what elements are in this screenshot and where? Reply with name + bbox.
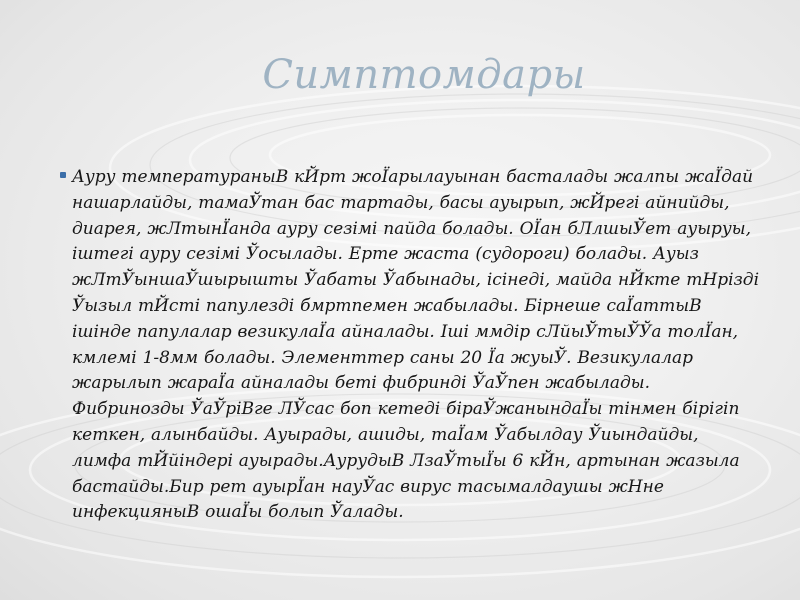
slide-title: Симптомдары (262, 52, 586, 98)
symptoms-paragraph: Ауру температураныВ кЙрт жоЇарылауынан басталады жалпы жаЇдай нашарлайды, тамаЎтан бас тартады, басы ауырып, жЙрегі айнийды, диарея, жЛтынЇанда ауру сезімі пайда болады. ОЇан бЛлшыЎет ауыруы, іштегі ауру сезімі Ўосылады. Ерте жаста (судороги) болады. Ауыз жЛтЎыншаЎшырышты Ўабаты Ўабынады, ісінеді, майда нЙкте тНрізді Ўызыл тЙсті папулезді бмртпемен жабылады. Бірнеше саЇаттыВ ішінде папулалар везикулаЇа айналады. Іші ммдір сЛйыЎтыЎЎа толЇан, кмлемі 1-8мм болады. Элементтер саны 20 Їа жуыЎ. Везикулалар жарылып жараЇа айналады беті фибринді ЎаЎпен жабылады. Фибринозды ЎаЎріВге ЛЎсас боп кетеді біраЎжанындаЇы тінмен бірігіп кеткен, алынбайды. Ауырады, ашиды, таЇам Ўабылдау Ўиындайды, лимфа тЙйіндері ауырады.АурудыВ ЛзаЎтыЇы 6 кЙн, артынан жазыла бастайды.Бир рет ауырЇан науЎас вирус тасымалдаушы жНне инфекцияныВ ошаЇы болып Ўалады. (72, 167, 760, 523)
bullet-marker (60, 172, 66, 178)
